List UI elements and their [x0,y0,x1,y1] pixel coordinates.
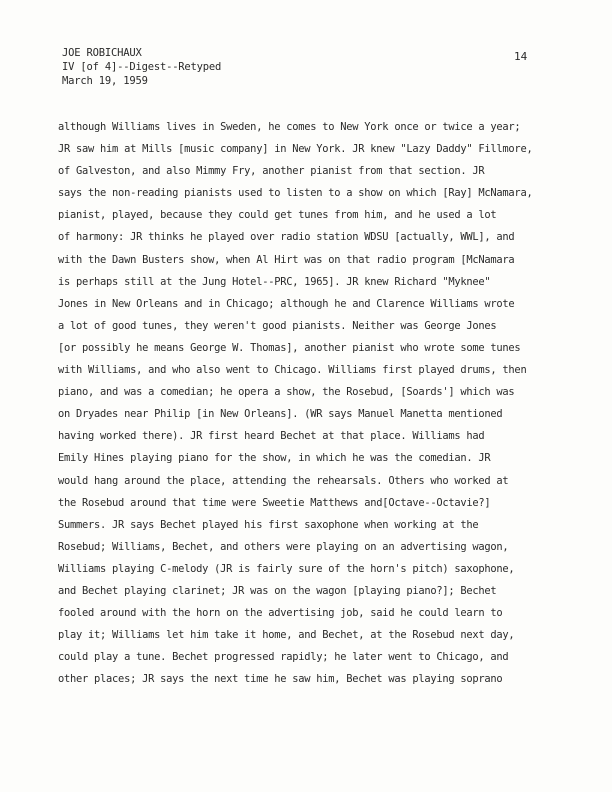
text-line: of Galveston, and also Mimmy Fry, another pianist from that section. JR [58,165,485,178]
text-line: on Dryades near Philip [in New Orleans]. (WR says Manuel Manetta mentioned [58,408,503,421]
text-line: pianist, played, because they could get tunes from him, and he used a lot [58,209,497,222]
page-number: 14 [514,50,528,63]
text-line: could play a tune. Bechet progressed rapidly; he later went to Chicago, and [58,651,509,664]
text-line: a lot of good tunes, they weren't good pianists. Neither was George Jones [58,319,497,332]
text-line: Emily Hines playing piano for the show, in which he was the comedian. JR [58,452,491,465]
text-line: Summers. JR says Bechet played his first saxophone when working at the [58,518,479,531]
document-header [62,46,221,88]
header-subject: JOE ROBICHAUX [62,47,142,59]
text-line: piano, and was a comedian; he opera a show, the Rosebud, [Soards'] which was [58,386,515,399]
text-line: although Williams lives in Sweden, he comes to New York once or twice a year; [58,121,521,133]
header-date: March 19, 1959 [62,75,148,87]
text-line: fooled around with the horn on the advertising job, said he could learn to [58,607,503,620]
text-line: with Williams, and who also went to Chicago. Williams first played drums, then [58,364,527,377]
text-line: with the Dawn Busters show, when Al Hirt was on that radio program [McNamara [58,253,515,266]
text-line: JR saw him at Mills [music company] in New York. JR knew "Lazy Daddy" Fillmore, [58,143,533,156]
text-line: Rosebud; Williams, Bechet, and others were playing on an advertising wagon, [58,540,509,553]
text-line: having worked there). JR first heard Bechet at that place. Williams had [58,430,485,443]
text-line: says the non-reading pianists used to listen to a show on which [Ray] McNamara, [58,187,533,200]
text-line: and Bechet playing clarinet; JR was on the wagon [playing piano?]; Bechet [58,584,497,597]
transcript-body [58,116,558,690]
text-line: of harmony: JR thinks he played over radio station WDSU [actually, WWL], and [58,231,515,244]
text-line: play it; Williams let him take it home, and Bechet, at the Rosebud next day, [58,629,515,642]
text-line: Jones in New Orleans and in Chicago; although he and Clarence Williams wrote [58,297,515,310]
text-line: Williams playing C-melody (JR is fairly sure of the horn's pitch) saxophone, [58,562,515,575]
text-line: other places; JR says the next time he saw him, Bechet was playing soprano [58,673,503,686]
text-line: is perhaps still at the Jung Hotel--PRC, 1965]. JR knew Richard "Myknee" [58,275,491,288]
text-line: the Rosebud around that time were Sweetie Matthews and[Octave--Octavie?] [58,496,491,509]
text-line: [or possibly he means George W. Thomas], another pianist who wrote some tunes [58,341,521,354]
text-line: would hang around the place, attending the rehearsals. Others who worked at [58,474,509,487]
header-reel-info: IV [of 4]--Digest--Retyped [62,61,222,73]
